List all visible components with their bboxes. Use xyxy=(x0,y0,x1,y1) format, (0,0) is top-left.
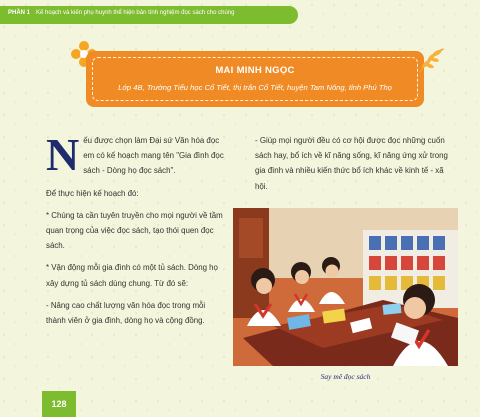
point-opportunity: - Giúp mọi người đều có cơ hội được đọc những cuốn sách hay, bổ ích về kĩ năng sống, kĩ năng ứng xử trong gia đình và nhiều kiến thức bổ ích khác về kinh tế - xã hội. xyxy=(255,136,448,191)
author-info-box xyxy=(86,51,424,107)
right-column xyxy=(255,133,455,194)
info-box-border xyxy=(92,57,418,101)
header-part: PHẦN 1 xyxy=(8,10,31,16)
page-number: 128 xyxy=(42,391,76,417)
leaf-icon xyxy=(416,46,446,76)
plan-intro: Để thực hiện kế hoạch đó: xyxy=(46,188,139,198)
header-text xyxy=(8,10,235,16)
point-propaganda: * Chúng ta cần tuyên truyền cho mọi người về tầm quan trọng của việc đọc sách, tạo thói quen đọc sách. xyxy=(46,210,223,251)
point-reading-culture: - Nâng cao chất lượng văn hóa đọc trong mỗi thành viên ở gia đình, dòng họ và cộng đồng. xyxy=(46,300,206,326)
left-column xyxy=(46,129,226,328)
author-school: Lớp 4B, Trường Tiểu học Cổ Tiết, thị trấn Cổ Tiết, huyện Tam Nông, tỉnh Phú Thọ xyxy=(118,83,392,92)
photo-caption: Say mê đọc sách xyxy=(320,372,371,381)
header-bar xyxy=(0,6,298,24)
intro-paragraph: ếu được chọn làm Đại sứ Văn hóa đọc em có kế hoạch mang tên "Gia đình đọc sách - Dòng họ đọc sách". xyxy=(83,136,224,176)
reading-children-photo xyxy=(233,208,458,366)
drop-cap: N xyxy=(46,129,80,180)
point-bookshelf: * Vận động mỗi gia đình có một tủ sách. Dòng họ xây dựng tủ sách dùng chung. Từ đó sẽ: xyxy=(46,263,218,288)
author-name: MAI MINH NGỌC xyxy=(215,65,295,76)
header-title: Kế hoạch và kiến phụ huynh thể hiện bản tính nghiệm đọc sách cho chúng xyxy=(36,10,235,16)
